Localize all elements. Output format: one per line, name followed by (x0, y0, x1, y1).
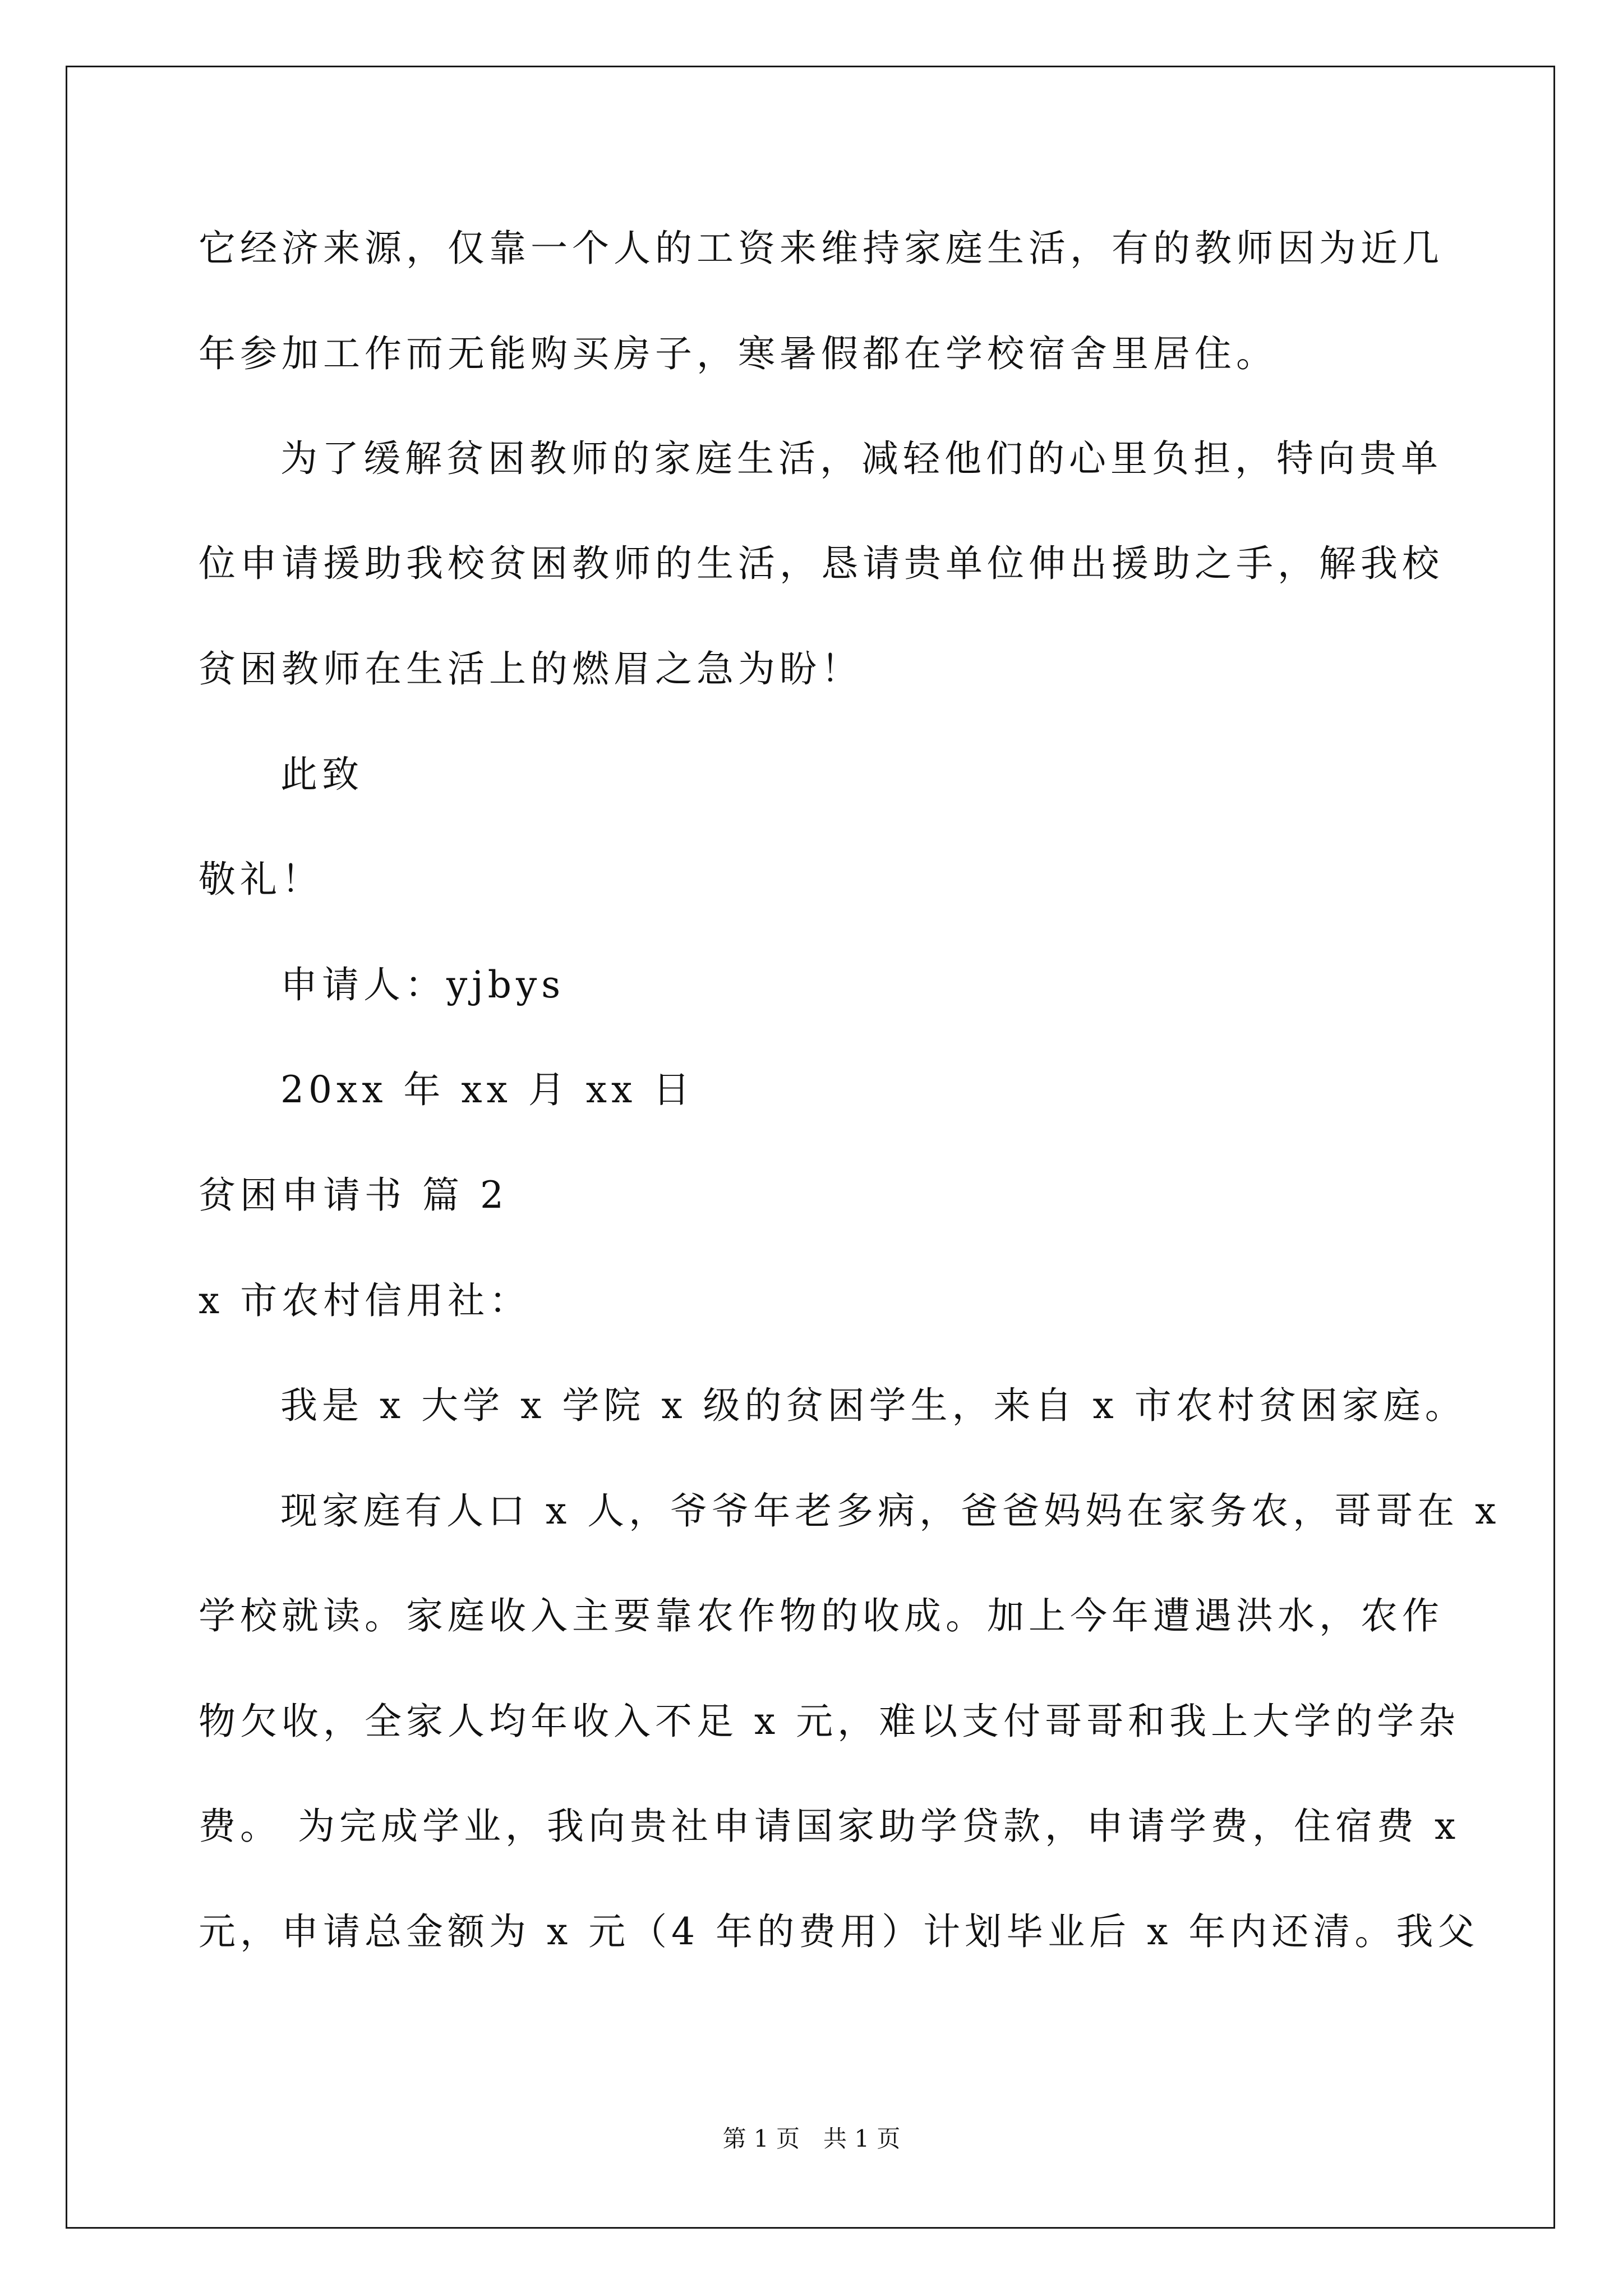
paragraph-line: 学校就读。家庭收入主要靠农作物的收成。加上今年遭遇洪水，农作 (199, 1594, 1444, 1637)
paragraph-line: 费。 为完成学业，我向贵社申请国家助学贷款，申请学费，住宿费 x (199, 1805, 1460, 1848)
recipient-line: x 市农村信用社： (199, 1279, 531, 1322)
section-heading: 贫困申请书 篇 2 (199, 1174, 508, 1217)
paragraph-line: 年参加工作而无能购买房子，寒暑假都在学校宿舍里居住。 (199, 332, 1278, 375)
paragraph-line: 贫困教师在生活上的燃眉之急为盼！ (199, 647, 863, 691)
paragraph-line: 物欠收，全家人均年收入不足 x 元，难以支付哥哥和我上大学的学杂 (199, 1700, 1460, 1743)
applicant-signature: 申请人：yjbys (280, 963, 565, 1006)
date-line: 20xx 年 xx 月 xx 日 (280, 1068, 695, 1111)
closing-salutation: 此致 (280, 753, 363, 796)
page-border (66, 66, 1555, 2229)
paragraph-line: 现家庭有人口 x 人，爷爷年老多病，爸爸妈妈在家务农，哥哥在 x (280, 1489, 1501, 1533)
page-footer: 第 1 页 共 1 页 (722, 2125, 901, 2152)
paragraph-line: 为了缓解贫困教师的家庭生活，减轻他们的心里负担，特向贵单 (280, 437, 1442, 480)
paragraph-line: 位申请援助我校贫困教师的生活，恳请贵单位伸出援助之手，解我校 (199, 542, 1444, 585)
paragraph-line: 它经济来源，仅靠一个人的工资来维持家庭生活，有的教师因为近几 (199, 227, 1444, 270)
closing-regards: 敬礼！ (199, 858, 323, 901)
paragraph-line: 我是 x 大学 x 学院 x 级的贫困学生，来自 x 市农村贫困家庭。 (280, 1384, 1467, 1427)
paragraph-line: 元，申请总金额为 x 元（4 年的费用）计划毕业后 x 年内还清。我父 (199, 1910, 1479, 1953)
